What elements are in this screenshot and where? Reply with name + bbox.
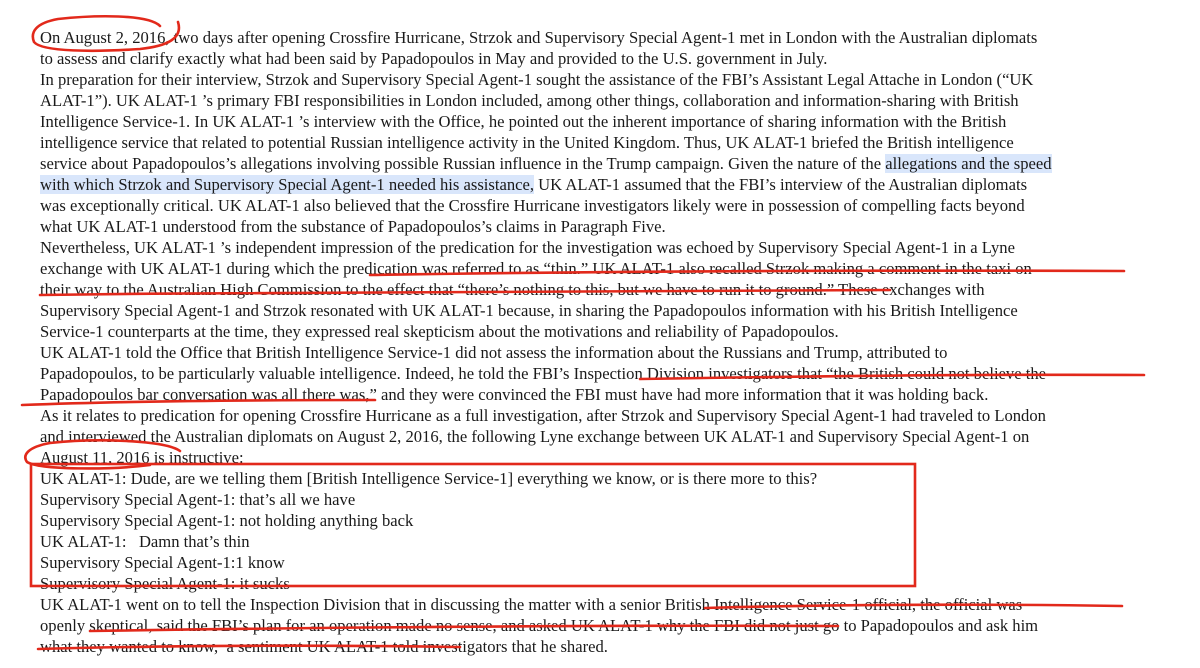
text-line: As it relates to predication for opening Crossfire Hurricane as a full investigation, after Strzok and Supervisory Special Agent-1 had traveled to London xyxy=(40,406,1046,425)
text-line: Intelligence Service-1. In UK ALAT-1 ’s interview with the Office, he pointed out the inherent importance of sharing information with the British xyxy=(40,112,1007,131)
text-line: intelligence service that related to potential Russian intelligence activity in the United Kingdom. Thus, UK ALAT-1 briefed the British intelligence xyxy=(40,133,1014,152)
text-line: to assess and clarify exactly what had been said by Papadopoulos in May and provided to the U.S. government in July. xyxy=(40,49,828,68)
text-line: Supervisory Special Agent-1: that’s all we have xyxy=(40,490,356,509)
text-line: Supervisory Special Agent-1 and Strzok resonated with UK ALAT-1 because, in sharing the Papadopoulos information with his British Intelligence xyxy=(40,301,1018,320)
text-line: In preparation for their interview, Strzok and Supervisory Special Agent-1 sought the assistance of the FBI’s Assistant Legal Attache in London (“UK xyxy=(40,70,1034,89)
text-line xyxy=(40,153,1175,174)
text-line: Nevertheless, UK ALAT-1 ’s independent impression of the predication for the investigation was echoed by Supervisory Special Agent-1 in a Lyne xyxy=(40,238,1015,257)
paragraph-7 xyxy=(40,594,1175,657)
text-line: their way to the Australian High Commission to the effect that “there’s nothing to this, but we have to run it to ground.” These exchanges with xyxy=(40,280,985,299)
paragraph-3 xyxy=(40,237,1175,342)
text-line: UK ALAT-1 told the Office that British Intelligence Service-1 did not assess the information about the Russians and Trump, attributed to xyxy=(40,343,948,362)
text-segment: service about Papadopoulos’s allegations involving possible Russian influence in the Trump campaign. Given the nature of the xyxy=(40,154,886,173)
text-line xyxy=(40,174,1175,195)
text-line: UK ALAT-1: Dude, are we telling them [British Intelligence Service-1] everything we know, or is there more to this? xyxy=(40,469,818,488)
document-body xyxy=(40,27,1175,657)
text-line: Supervisory Special Agent-1: it sucks xyxy=(40,574,290,593)
text-line: what UK ALAT-1 understood from the substance of Papadopoulos’s claims in Paragraph Five. xyxy=(40,217,666,236)
text-line: UK ALAT-1 went on to tell the Inspection Division that in discussing the matter with a senior British Intelligence Service-1 official, the official was xyxy=(40,595,1023,614)
paragraph-2 xyxy=(40,69,1175,237)
paragraph-1 xyxy=(40,27,1175,69)
text-line: Supervisory Special Agent-1: not holding anything back xyxy=(40,511,414,530)
paragraph-5 xyxy=(40,405,1175,468)
text-line: openly skeptical, said the FBI’s plan for an operation made no sense, and asked UK ALAT-1 why the FBI did not just go to Papadopoulos and ask him xyxy=(40,616,1039,635)
text-line: ALAT-1”). UK ALAT-1 ’s primary FBI responsibilities in London included, among other things, collaboration and information-sharing with British xyxy=(40,91,1019,110)
text-line: On August 2, 2016, two days after opening Crossfire Hurricane, Strzok and Supervisory Special Agent-1 met in London with the Australian diplomats xyxy=(40,28,1038,47)
text-line: Papadopoulos, to be particularly valuable intelligence. Indeed, he told the FBI’s Inspection Division investigators that “the British could not believe the xyxy=(40,364,1046,383)
text-line: exchange with UK ALAT-1 during which the predication was referred to as “thin.” UK ALAT-1 also recalled Strzok making a comment in the taxi on xyxy=(40,259,1032,278)
text-line: August 11, 2016 is instructive: xyxy=(40,448,244,467)
paragraph-4 xyxy=(40,342,1175,405)
text-line: Papadopoulos bar conversation was all there was,” and they were convinced the FBI must have had more information that it was holding back. xyxy=(40,385,989,404)
text-line: was exceptionally critical. UK ALAT-1 also believed that the Crossfire Hurricane investigators likely were in possession of compelling facts beyond xyxy=(40,196,1025,215)
text-line: and interviewed the Australian diplomats on August 2, 2016, the following Lyne exchange between UK ALAT-1 and Supervisory Special Agent-1 on xyxy=(40,427,1030,446)
lyne-exchange xyxy=(40,468,1175,594)
text-line: Supervisory Special Agent-1:1 know xyxy=(40,553,285,572)
text-line: Service-1 counterparts at the time, they expressed real skepticism about the motivations and reliability of Papadopoulos. xyxy=(40,322,839,341)
text-highlight: with which Strzok and Supervisory Special Agent-1 needed his assistance, xyxy=(40,175,535,194)
text-line: UK ALAT-1: Damn that’s thin xyxy=(40,532,250,551)
text-highlight: allegations and the speed xyxy=(885,154,1052,173)
text-segment: UK ALAT-1 assumed that the FBI’s interview of the Australian diplomats xyxy=(534,175,1028,194)
text-line: what they wanted to know, a sentiment UK ALAT-1 told investigators that he shared. xyxy=(40,637,608,656)
